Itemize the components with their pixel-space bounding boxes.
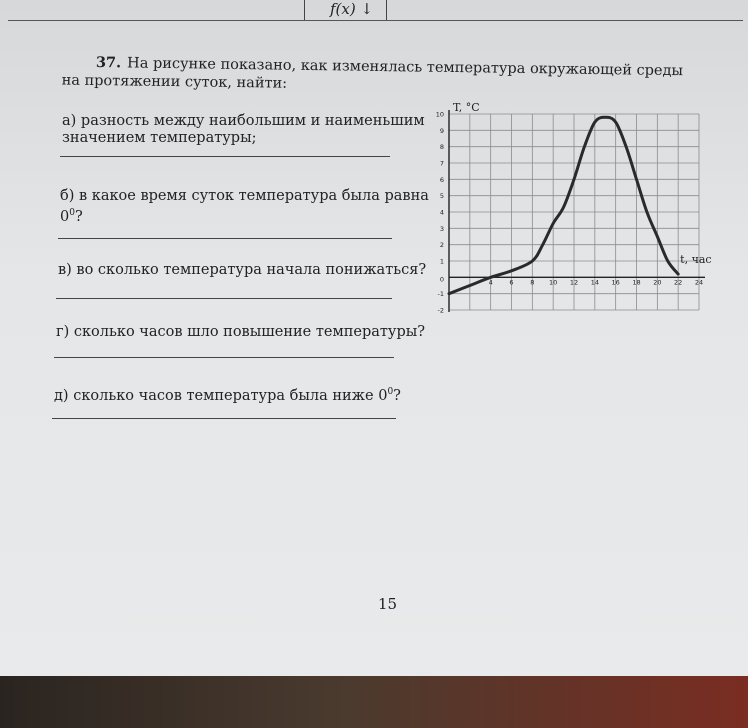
y-tick-label: -2 — [437, 306, 444, 315]
question-e-degree: 0 — [387, 387, 394, 397]
question-b-degree: 0 — [69, 208, 75, 218]
y-axis-label: T, °C — [453, 101, 480, 114]
problem-statement — [61, 54, 695, 98]
temperature-curve — [449, 117, 678, 293]
answer-line-c[interactable] — [56, 298, 392, 299]
y-tick-label: 4 — [439, 208, 444, 217]
question-e-qmark: ? — [393, 387, 401, 404]
y-tick-label: 7 — [439, 159, 444, 168]
x-tick-label: 8 — [530, 278, 535, 287]
y-tick-label: 2 — [439, 241, 444, 250]
x-tick-label: 22 — [674, 278, 683, 287]
fx-label: f(x) ↓ — [330, 0, 374, 18]
question-d — [56, 324, 425, 341]
answer-line-b[interactable] — [58, 238, 392, 239]
question-b-line1: б) в какое время суток температура была равна — [60, 188, 429, 204]
y-tick-label: -1 — [437, 290, 444, 299]
x-tick-label: 20 — [653, 278, 662, 287]
x-tick-label: 4 — [488, 278, 493, 287]
y-tick-label: 5 — [439, 192, 444, 201]
problem-text-line1: На рисунке показано, как изменялась температура окружающей среды — [126, 55, 684, 80]
x-tick-label: 16 — [611, 278, 620, 287]
y-tick-label: 8 — [439, 143, 444, 152]
x-tick-label: 14 — [590, 278, 599, 287]
y-tick-label: 1 — [439, 257, 444, 266]
x-tick-label: 10 — [549, 278, 558, 287]
problem-number: 37. — [95, 54, 122, 72]
temperature-chart — [423, 100, 723, 330]
x-tick-label: 0 — [439, 275, 444, 284]
question-c — [58, 262, 426, 279]
x-tick-label: 6 — [509, 278, 514, 287]
table-surface — [0, 676, 748, 728]
question-c-line1: в) во сколько температура начала понижаться? — [58, 262, 427, 278]
question-e — [54, 384, 401, 405]
question-e-line1 — [54, 384, 401, 405]
answer-line-d[interactable] — [54, 357, 394, 358]
y-tick-label: 9 — [439, 126, 444, 135]
y-tick-label: 10 — [435, 110, 444, 119]
table-divider — [386, 0, 387, 20]
question-a-line1: а) разность между наибольшим и наименьшим — [62, 113, 425, 129]
answer-line-a[interactable] — [60, 156, 390, 157]
table-bottom-border — [8, 20, 743, 21]
top-table-fragment — [8, 0, 743, 22]
y-tick-label: 3 — [439, 224, 444, 233]
question-d-line1: г) сколько часов шло повышение температуры? — [56, 324, 426, 340]
question-b — [60, 188, 429, 226]
page-number: 15 — [378, 595, 398, 613]
question-b-line2 — [60, 205, 429, 226]
answer-line-e[interactable] — [52, 418, 396, 419]
question-a-line2: значением температуры; — [62, 130, 257, 146]
question-e-text: д) сколько часов температура была ниже 0 — [54, 387, 388, 404]
question-b-qmark: ? — [74, 208, 83, 225]
x-tick-label: 12 — [569, 278, 579, 287]
y-tick-label: 6 — [439, 175, 444, 184]
table-divider — [304, 0, 305, 20]
question-b-zero: 0 — [60, 208, 70, 225]
x-axis-label: t, час — [680, 253, 712, 266]
problem-text-line2: на протяжении суток, найти: — [61, 72, 288, 92]
question-a — [62, 113, 425, 147]
x-tick-label: 18 — [632, 278, 641, 287]
x-tick-label: 24 — [694, 278, 704, 287]
